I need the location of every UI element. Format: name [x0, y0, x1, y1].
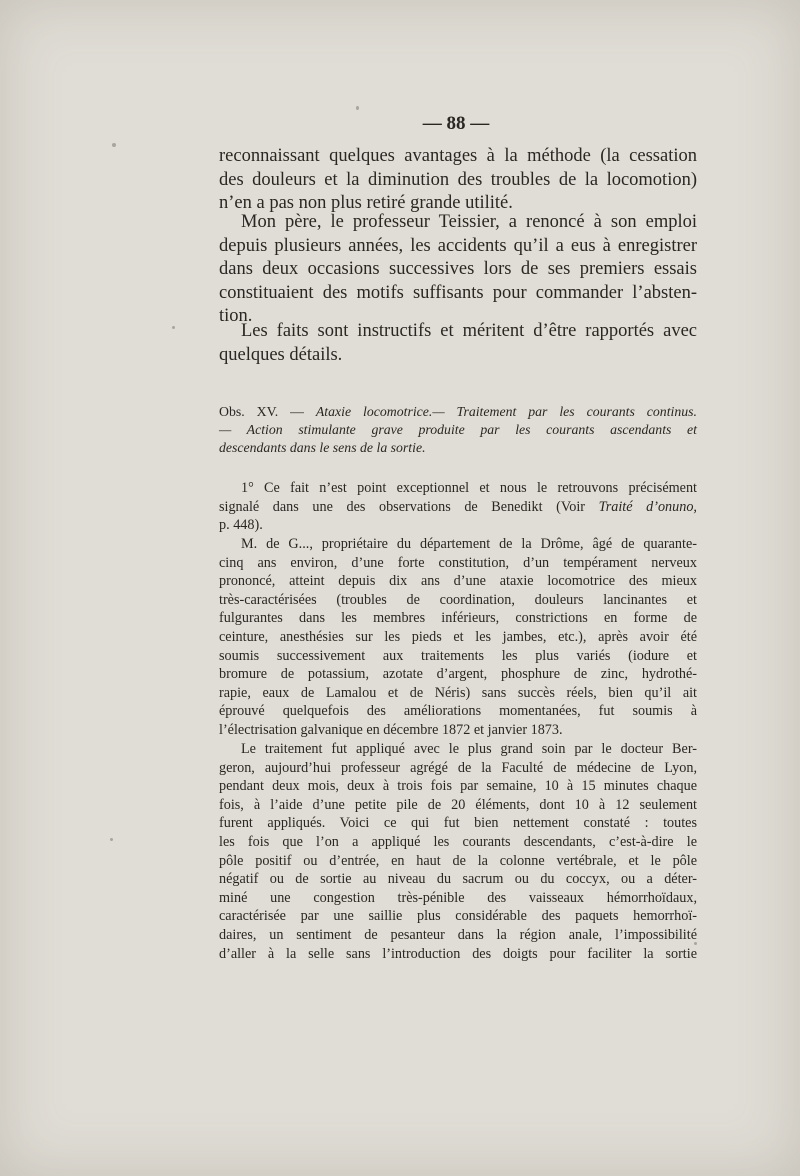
- text-line: d’aller à la selle sans l’introduction des doigts pour faciliter la sortie: [219, 945, 697, 962]
- paragraph-traitement: [219, 740, 697, 963]
- text-line: tion.: [219, 306, 253, 327]
- footnote-line: 1° Ce fait n’est point exceptionnel et nous le retrouvons précisément: [241, 480, 697, 496]
- text-line: négatif ou de sortie au niveau du sacrum ou du coccyx, ou a déter-: [219, 871, 697, 888]
- text-line: quelques détails.: [219, 344, 343, 365]
- text-line: reconnaissant quelques avantages à la méthode (la cessation: [219, 146, 697, 166]
- text-line: les fois que l’on a appliqué les courants descendants, c’est-à-dire le: [219, 833, 697, 850]
- text-line: fois, à l’aide d’une petite pile de 20 éléments, dont 10 à 12 seulement: [219, 796, 697, 813]
- paragraph-teissier: [219, 211, 697, 329]
- text-line: caractérisée par une saillie plus considérable des paquets hemorrhoï-: [219, 908, 697, 925]
- footnote-line: [219, 498, 697, 517]
- text-line: geron, aujourd’hui professeur agrégé de la Faculté de médecine de Lyon,: [219, 759, 697, 776]
- obs-line: — Action stimulante grave produite par les courants ascendants et: [219, 422, 697, 437]
- text-line: fulgurantes dans les membres inférieurs, constrictions en forme de: [219, 610, 697, 627]
- text-line: miné une congestion très-pénible des vaisseaux hémorrhoïdaux,: [219, 889, 697, 906]
- text-line: des douleurs et la diminution des troubles de la locomotion): [219, 169, 697, 190]
- text-line: très-caractérisées (troubles de coordination, douleurs lancinantes et: [219, 591, 697, 608]
- obs-title: Ataxie locomotrice.— Traitement par les courants continus.: [315, 404, 697, 419]
- obs-prefix: Obs. XV. —: [219, 404, 316, 419]
- paper-speck: [172, 326, 175, 329]
- text-line: rapie, eaux de Lamalou et de Néris) sans succès réels, bien qu’il ait: [219, 684, 697, 701]
- text-line: Le traitement fut appliqué avec le plus grand soin par le docteur Ber-: [241, 741, 697, 757]
- text-line: constituaient des motifs suffisants pour commander l’absten-: [219, 282, 697, 303]
- text-line: pôle positif ou d’entrée, en haut de la colonne vertébrale, et le pôle: [219, 852, 697, 869]
- footnote-text: signalé dans une des observations de Benedikt (Voir: [219, 498, 599, 515]
- text-line: depuis plusieurs années, les accidents qu’il a eus à enregistrer: [219, 235, 697, 256]
- text-line: dans deux occasions successives lors de ses premiers essais: [219, 259, 697, 280]
- paragraph-case: [219, 535, 697, 740]
- text-line: daires, un sentiment de pesanteur dans la région anale, l’impossibilité: [219, 926, 697, 943]
- paragraph-continuation: [219, 145, 697, 216]
- page-number: — 88 —: [422, 113, 490, 134]
- text-line: M. de G..., propriétaire du département de la Drôme, âgé de quarante-: [241, 536, 697, 552]
- footnote-line: p. 448).: [219, 517, 263, 534]
- text-line: l’électrisation galvanique en décembre 1872 et janvier 1873.: [219, 721, 563, 738]
- paper-speck: [356, 106, 359, 110]
- obs-line: [219, 403, 697, 421]
- text-line: Mon père, le professeur Teissier, a renoncé à son emploi: [241, 212, 697, 232]
- footnote-work-title: Traité d’onuno,: [598, 498, 697, 515]
- text-line: éprouvé quelquefois des améliorations momentanées, fut soumis à: [219, 703, 697, 720]
- text-line: ceinture, anesthésies sur les pieds et les jambes, etc.), après avoir été: [219, 628, 697, 645]
- text-line: cinq ans environ, d’une forte constitution, d’un tempérament nerveux: [219, 554, 697, 571]
- paragraph-faits: [219, 320, 697, 367]
- text-line: n’en a pas non plus retiré grande utilité.: [219, 193, 513, 214]
- text-line: furent appliqués. Voici ce qui fut bien nettement constaté : toutes: [219, 815, 697, 832]
- text-line: pendant deux mois, deux à trois fois par semaine, 10 à 15 minutes chaque: [219, 778, 697, 795]
- text-line: soumis successivement aux traitements les plus variés (iodure et: [219, 647, 697, 664]
- paper-speck: [112, 143, 116, 147]
- text-line: Les faits sont instructifs et méritent d’être rapportés avec: [241, 321, 697, 341]
- paper-speck: [110, 838, 113, 841]
- text-line: bromure de potassium, azotate d’argent, phosphure de zinc, hydrothé-: [219, 666, 697, 683]
- obs-line: descendants dans le sens de la sortie.: [219, 440, 426, 455]
- text-line: prononcé, atteint depuis dix ans d’une ataxie locomotrice des mieux: [219, 573, 697, 590]
- footnote: [219, 479, 697, 535]
- observation-heading: [219, 403, 697, 457]
